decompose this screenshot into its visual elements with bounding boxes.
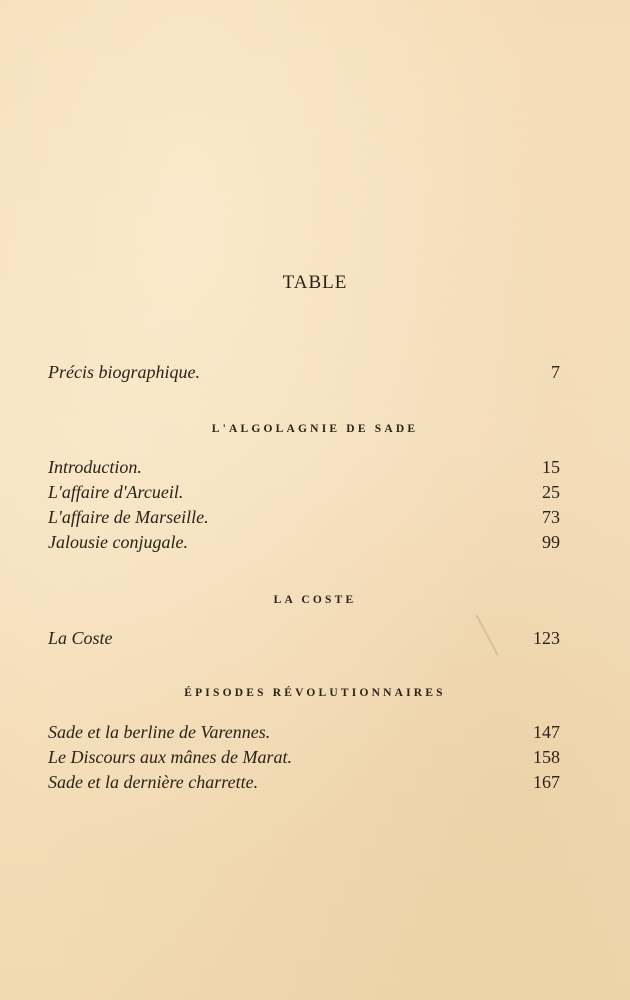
toc-entry-page: 15 [542,457,560,477]
toc-entry-marseille [48,507,560,531]
toc-entry-label: Introduction. [48,457,142,477]
toc-entry-varennes [48,722,560,746]
toc-entry-jalousie [48,532,560,556]
toc-entry-page: 99 [542,532,560,552]
toc-entry-page: 147 [533,722,560,742]
toc-entry-precis [48,362,560,386]
toc-entry-arcueil [48,482,560,506]
section-heading-la-coste: LA COSTE [273,594,357,606]
toc-entry-marat [48,747,560,771]
toc-entry-label: Sade et la berline de Varennes. [48,722,271,742]
toc-entry-page: 7 [551,362,560,382]
toc-entry-label: La Coste [48,628,113,648]
section-heading-algolagnie: L'ALGOLAGNIE DE SADE [211,423,419,435]
toc-entry-label: Jalousie conjugale. [48,532,188,552]
toc-entry-label: Le Discours aux mânes de Marat. [48,747,292,767]
toc-entry-label: L'affaire d'Arcueil. [48,482,184,502]
toc-entry-page: 123 [533,628,560,648]
section-heading-episodes: ÉPISODES RÉVOLUTIONNAIRES [184,687,446,699]
toc-entry-charrette [48,772,560,796]
toc-entry-introduction [48,457,560,481]
toc-entry-page: 25 [542,482,560,502]
toc-entry-page: 167 [533,772,560,792]
toc-entry-page: 158 [533,747,560,767]
toc-entry-label: L'affaire de Marseille. [48,507,209,527]
toc-entry-label: Précis biographique. [48,362,200,382]
toc-entry-label: Sade et la dernière charrette. [48,772,259,792]
page-title: TABLE [282,272,348,293]
toc-entry-page: 73 [542,507,560,527]
